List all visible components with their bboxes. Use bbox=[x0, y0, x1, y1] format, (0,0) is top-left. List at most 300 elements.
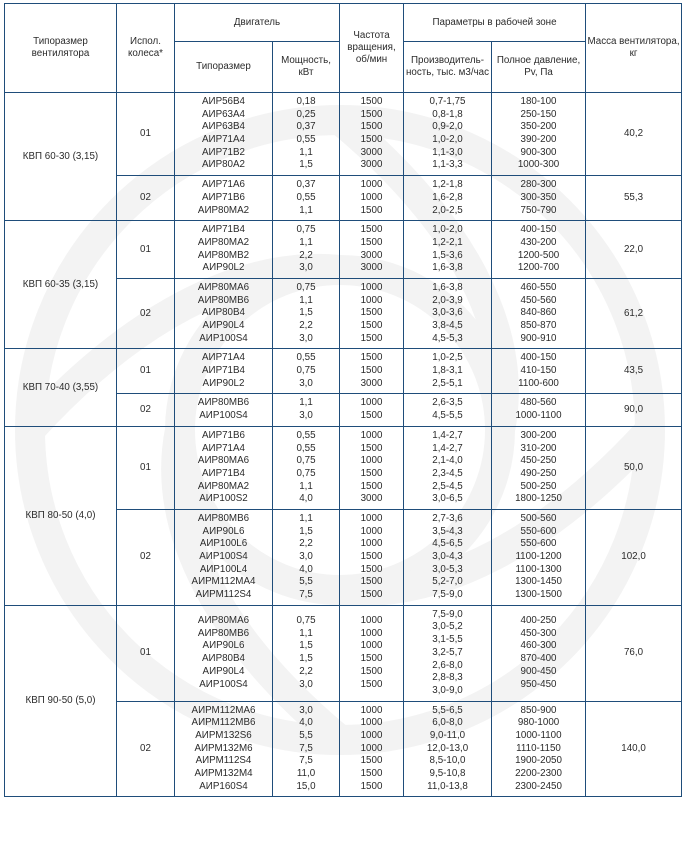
value-line: 4,5-6,5 bbox=[432, 538, 463, 550]
value-line: 500-250 bbox=[520, 480, 557, 492]
mass-cell: 102,0 bbox=[586, 509, 682, 605]
value-line: 1,1-3,0 bbox=[432, 146, 463, 158]
value-line: 460-550 bbox=[520, 281, 557, 293]
pressure-cell bbox=[492, 278, 586, 348]
value-line: 1500 bbox=[360, 442, 383, 454]
value-line: 950-450 bbox=[520, 678, 557, 690]
value-line: 0,25 bbox=[296, 108, 316, 120]
value-line: 1,6-3,8 bbox=[432, 262, 463, 274]
value-line: 1,1 bbox=[299, 146, 313, 158]
value-line: АИР80МВ6 bbox=[197, 627, 250, 639]
value-line: 1,5 bbox=[299, 307, 313, 319]
value-line: АИР90L6 bbox=[202, 525, 245, 537]
pressure-cell bbox=[492, 394, 586, 426]
value-line: 4,0 bbox=[299, 717, 313, 729]
pressure-cell bbox=[492, 509, 586, 605]
value-line: 1500 bbox=[360, 365, 383, 377]
value-line: АИРМ132М4 bbox=[194, 768, 253, 779]
value-line: 0,75 bbox=[296, 365, 316, 377]
value-line: 900-910 bbox=[520, 332, 557, 344]
value-line: АИР71А4 bbox=[202, 134, 245, 146]
value-line: АИР63В4 bbox=[202, 121, 245, 133]
pressure-cell bbox=[492, 221, 586, 279]
value-line: 9,0-11,0 bbox=[429, 729, 466, 741]
value-line: 310-200 bbox=[520, 442, 557, 454]
rpm-cell bbox=[340, 93, 404, 176]
value-line: 1,6-2,8 bbox=[432, 191, 463, 203]
value-line: АИР100S2 bbox=[199, 493, 248, 505]
value-line: 0,55 bbox=[296, 442, 316, 454]
value-line: 1500 bbox=[360, 108, 383, 120]
value-line: 1,4-2,7 bbox=[432, 429, 463, 441]
value-line: 550-600 bbox=[520, 538, 557, 550]
wheel-cell: 01 bbox=[117, 93, 175, 176]
value-line: АИР56В4 bbox=[202, 96, 245, 107]
value-line: АИР100S4 bbox=[199, 410, 248, 422]
value-line: 450-560 bbox=[520, 294, 557, 306]
value-line: АИР63А4 bbox=[202, 108, 245, 120]
value-line: 550-600 bbox=[520, 525, 557, 537]
value-line: 1500 bbox=[360, 576, 383, 588]
value-line: 1,1 bbox=[299, 480, 313, 492]
value-line: 1,5 bbox=[299, 159, 313, 171]
value-line: 1,1 bbox=[299, 204, 313, 216]
value-line: АИР71В2 bbox=[202, 146, 245, 158]
value-line: АИР80МВ6 bbox=[197, 397, 250, 409]
value-line: 750-790 bbox=[520, 204, 557, 216]
value-line: 1000 bbox=[360, 397, 383, 409]
value-line: 180-100 bbox=[520, 96, 557, 107]
header-params: Параметры в рабочей зоне bbox=[404, 4, 586, 42]
value-line: 1,6-3,8 bbox=[432, 281, 463, 293]
value-line: 1500 bbox=[360, 224, 383, 236]
value-line: 1,1 bbox=[299, 512, 313, 524]
value-line: АИР80МА2 bbox=[197, 204, 250, 216]
value-line: 1100-1300 bbox=[515, 563, 562, 575]
capacity-cell bbox=[404, 701, 492, 797]
power-cell bbox=[273, 605, 340, 701]
value-line: 5,5 bbox=[299, 729, 313, 741]
value-line: 1500 bbox=[360, 551, 383, 562]
wheel-cell: 01 bbox=[117, 605, 175, 701]
value-line: АИР90L2 bbox=[202, 262, 245, 274]
header-fan-size: Типоразмер вентилятора bbox=[5, 4, 117, 93]
value-line: АИР100L6 bbox=[199, 538, 248, 550]
capacity-cell bbox=[404, 349, 492, 394]
value-line: 1,1-3,3 bbox=[432, 159, 463, 171]
value-line: 3,0-9,0 bbox=[432, 684, 463, 696]
value-line: 1500 bbox=[360, 480, 383, 492]
power-cell bbox=[273, 509, 340, 605]
value-line: 2,8-8,3 bbox=[432, 672, 463, 684]
value-line: 1500 bbox=[360, 780, 383, 792]
value-line: 1,5 bbox=[299, 653, 313, 665]
mass-cell: 40,2 bbox=[586, 93, 682, 176]
value-line: 850-900 bbox=[520, 704, 557, 716]
value-line: 450-300 bbox=[520, 627, 557, 639]
value-line: АИР90L4 bbox=[202, 665, 245, 677]
table-row bbox=[5, 349, 682, 394]
value-line: 1000 bbox=[360, 717, 383, 729]
value-line: 1500 bbox=[360, 563, 383, 575]
value-line: 850-870 bbox=[520, 320, 557, 331]
value-line: 400-150 bbox=[520, 224, 557, 236]
value-line: 2,2 bbox=[299, 249, 313, 261]
value-line: 300-200 bbox=[520, 429, 557, 441]
mass-cell: 22,0 bbox=[586, 221, 682, 279]
header-power: Мощность, кВт bbox=[273, 42, 340, 93]
value-line: 870-400 bbox=[520, 653, 557, 665]
header-mass: Масса вентилятора, кг bbox=[586, 4, 682, 93]
value-line: 1,4-2,7 bbox=[432, 442, 463, 454]
fan-size-cell: КВП 90-50 (5,0) bbox=[5, 605, 117, 797]
value-line: 4,0 bbox=[299, 563, 313, 575]
pressure-cell bbox=[492, 176, 586, 221]
header-motor-type: Типоразмер bbox=[175, 42, 273, 93]
value-line: АИРМ112S4 bbox=[195, 589, 252, 601]
power-cell bbox=[273, 278, 340, 348]
capacity-cell bbox=[404, 176, 492, 221]
value-line: 1000 bbox=[360, 429, 383, 441]
fan-size-cell: КВП 80-50 (4,0) bbox=[5, 426, 117, 605]
value-line: 1500 bbox=[360, 665, 383, 677]
value-line: 1900-2050 bbox=[515, 755, 562, 767]
value-line: 390-200 bbox=[520, 134, 557, 146]
value-line: 7,5-9,0 bbox=[432, 589, 463, 601]
value-line: 1000 bbox=[360, 640, 383, 652]
value-line: 3,0 bbox=[299, 332, 313, 344]
value-line: 1,2-1,8 bbox=[432, 179, 463, 191]
value-line: 1500 bbox=[360, 332, 383, 344]
rpm-cell bbox=[340, 701, 404, 797]
value-line: 1,1 bbox=[299, 294, 313, 306]
fan-size-cell: КВП 70-40 (3,55) bbox=[5, 349, 117, 426]
wheel-cell: 01 bbox=[117, 426, 175, 509]
value-line: АИР80МА6 bbox=[197, 281, 250, 293]
value-line: 1200-700 bbox=[517, 262, 560, 274]
value-line: 7,5 bbox=[299, 755, 313, 767]
value-line: 1000 bbox=[360, 742, 383, 754]
value-line: АИР80МВ6 bbox=[197, 512, 250, 524]
pressure-cell bbox=[492, 701, 586, 797]
rpm-cell bbox=[340, 605, 404, 701]
value-line: АИР80А2 bbox=[202, 159, 245, 171]
value-line: 0,75 bbox=[296, 467, 316, 479]
value-line: АИРМ132М6 bbox=[194, 742, 253, 754]
value-line: 1500 bbox=[360, 768, 383, 779]
wheel-cell: 01 bbox=[117, 221, 175, 279]
value-line: 1000-300 bbox=[517, 159, 560, 171]
mass-cell: 76,0 bbox=[586, 605, 682, 701]
value-line: 0,75 bbox=[296, 615, 316, 627]
value-line: АИР71В4 bbox=[202, 365, 245, 377]
value-line: 2,0-3,9 bbox=[432, 294, 463, 306]
table-row bbox=[5, 426, 682, 509]
value-line: АИР80МВ2 bbox=[197, 249, 250, 261]
table-row bbox=[5, 605, 682, 701]
value-line: 3,5-4,3 bbox=[432, 525, 463, 537]
pressure-cell bbox=[492, 605, 586, 701]
value-line: АИР71В6 bbox=[202, 191, 245, 203]
value-line: 3,0-5,3 bbox=[432, 563, 463, 575]
value-line: 1000 bbox=[360, 729, 383, 741]
value-line: 1500 bbox=[360, 589, 383, 601]
mass-cell: 140,0 bbox=[586, 701, 682, 797]
power-cell bbox=[273, 176, 340, 221]
value-line: 400-150 bbox=[520, 352, 557, 364]
value-line: АИР80В4 bbox=[202, 653, 245, 665]
value-line: 1100-600 bbox=[518, 377, 559, 389]
value-line: 7,5 bbox=[299, 742, 313, 754]
value-line: 1000 bbox=[360, 538, 383, 550]
value-line: 1,2-2,1 bbox=[432, 236, 463, 248]
value-line: 0,55 bbox=[296, 191, 316, 203]
value-line: 1110-1150 bbox=[516, 742, 561, 754]
value-line: 1000 bbox=[360, 455, 383, 467]
value-line: 3,2-5,7 bbox=[432, 646, 463, 658]
value-line: 1500 bbox=[360, 678, 383, 690]
value-line: 1500 bbox=[360, 307, 383, 319]
mass-cell: 90,0 bbox=[586, 394, 682, 426]
value-line: 3,0 bbox=[299, 410, 313, 422]
wheel-cell: 02 bbox=[117, 176, 175, 221]
value-line: 3,0 bbox=[299, 704, 313, 716]
wheel-cell: 02 bbox=[117, 278, 175, 348]
value-line: 1000 bbox=[360, 615, 383, 627]
rpm-cell bbox=[340, 349, 404, 394]
value-line: 1100-1200 bbox=[515, 551, 562, 562]
motor-type-cell bbox=[175, 93, 273, 176]
value-line: 1,1 bbox=[299, 236, 313, 248]
value-line: АИРМ112МВ6 bbox=[191, 717, 256, 729]
mass-cell: 55,3 bbox=[586, 176, 682, 221]
value-line: 1500 bbox=[360, 755, 383, 767]
header-capacity: Производитель-ность, тыс. м3/час bbox=[404, 42, 492, 93]
value-line: 250-150 bbox=[520, 108, 557, 120]
value-line: 4,0 bbox=[299, 493, 313, 505]
motor-type-cell bbox=[175, 605, 273, 701]
value-line: АИР160S4 bbox=[199, 780, 248, 792]
capacity-cell bbox=[404, 394, 492, 426]
value-line: 5,2-7,0 bbox=[432, 576, 463, 588]
value-line: 460-300 bbox=[520, 640, 557, 652]
value-line: 840-860 bbox=[520, 307, 557, 319]
value-line: 11,0-13,8 bbox=[427, 780, 468, 792]
motor-type-cell bbox=[175, 394, 273, 426]
fan-spec-table bbox=[4, 3, 682, 797]
value-line: АИРМ112МА4 bbox=[191, 576, 256, 588]
value-line: 480-560 bbox=[520, 397, 557, 409]
table-row bbox=[5, 221, 682, 279]
mass-cell: 43,5 bbox=[586, 349, 682, 394]
value-line: 490-250 bbox=[520, 467, 557, 479]
value-line: 410-150 bbox=[520, 365, 557, 377]
value-line: 0,18 bbox=[296, 96, 316, 107]
value-line: 1,8-3,1 bbox=[432, 365, 463, 377]
value-line: АИРМ112МА6 bbox=[191, 704, 256, 716]
power-cell bbox=[273, 701, 340, 797]
value-line: АИР80МА2 bbox=[197, 236, 250, 248]
value-line: 2,0-2,5 bbox=[432, 204, 463, 216]
value-line: 3000 bbox=[360, 146, 383, 158]
value-line: 0,75 bbox=[296, 224, 316, 236]
value-line: 3000 bbox=[360, 493, 383, 505]
value-line: 0,7-1,75 bbox=[429, 96, 466, 107]
value-line: 1000 bbox=[360, 294, 383, 306]
value-line: 1,1 bbox=[299, 397, 313, 409]
value-line: 1,1 bbox=[299, 627, 313, 639]
value-line: 4,5-5,5 bbox=[432, 410, 463, 422]
value-line: 900-300 bbox=[520, 146, 557, 158]
value-line: АИР90L4 bbox=[202, 320, 245, 331]
value-line: 1300-1450 bbox=[515, 576, 562, 588]
value-line: 15,0 bbox=[296, 780, 316, 792]
value-line: 0,37 bbox=[296, 121, 316, 133]
value-line: 2200-2300 bbox=[515, 768, 562, 779]
value-line: АИРМ132S6 bbox=[195, 729, 252, 741]
value-line: 0,37 bbox=[296, 179, 316, 191]
value-line: 7,5-9,0 bbox=[432, 608, 463, 620]
capacity-cell bbox=[404, 509, 492, 605]
header-pressure: Полное давление, Pv, Па bbox=[492, 42, 586, 93]
value-line: 1500 bbox=[360, 352, 383, 364]
value-line: АИР71В4 bbox=[202, 467, 245, 479]
value-line: 980-1000 bbox=[517, 717, 560, 729]
value-line: 1000 bbox=[360, 179, 383, 191]
value-line: 0,55 bbox=[296, 429, 316, 441]
value-line: 2,6-3,5 bbox=[432, 397, 463, 409]
value-line: 1000 bbox=[360, 525, 383, 537]
value-line: АИР80В4 bbox=[202, 307, 245, 319]
value-line: 0,75 bbox=[296, 455, 316, 467]
motor-type-cell bbox=[175, 509, 273, 605]
value-line: 6,0-8,0 bbox=[432, 717, 463, 729]
table-body bbox=[5, 93, 682, 797]
fan-size-cell: КВП 60-30 (3,15) bbox=[5, 93, 117, 221]
value-line: 2,6-8,0 bbox=[432, 659, 463, 671]
value-line: 450-250 bbox=[520, 455, 557, 467]
value-line: 9,5-10,8 bbox=[429, 768, 466, 779]
capacity-cell bbox=[404, 221, 492, 279]
power-cell bbox=[273, 394, 340, 426]
motor-type-cell bbox=[175, 426, 273, 509]
value-line: 1500 bbox=[360, 653, 383, 665]
value-line: 2,2 bbox=[299, 538, 313, 550]
pressure-cell bbox=[492, 93, 586, 176]
value-line: 2,7-3,6 bbox=[432, 512, 463, 524]
value-line: АИР80МА6 bbox=[197, 615, 250, 627]
value-line: 1,5-3,6 bbox=[432, 249, 463, 261]
value-line: 3000 bbox=[360, 262, 383, 274]
value-line: 0,55 bbox=[296, 352, 316, 364]
value-line: 3,0 bbox=[299, 551, 313, 562]
power-cell bbox=[273, 349, 340, 394]
value-line: 3000 bbox=[360, 159, 383, 171]
value-line: 2,2 bbox=[299, 320, 313, 331]
header-rpm: Частота вращения, об/мин bbox=[340, 4, 404, 93]
value-line: 1,0-2,0 bbox=[432, 224, 463, 236]
value-line: 7,5 bbox=[299, 589, 313, 601]
value-line: 3,0-3,6 bbox=[432, 307, 463, 319]
value-line: 3,0 bbox=[299, 377, 313, 389]
value-line: 1000 bbox=[360, 627, 383, 639]
capacity-cell bbox=[404, 93, 492, 176]
header-wheel: Испол. колеса* bbox=[117, 4, 175, 93]
value-line: АИР90L6 bbox=[202, 640, 245, 652]
value-line: 3000 bbox=[360, 377, 383, 389]
value-line: 5,5 bbox=[299, 576, 313, 588]
value-line: 2,2 bbox=[299, 665, 313, 677]
value-line: 2,1-4,0 bbox=[432, 455, 463, 467]
value-line: АИР71В6 bbox=[202, 429, 245, 441]
rpm-cell bbox=[340, 394, 404, 426]
value-line: 1000 bbox=[360, 281, 383, 293]
value-line: 1,5 bbox=[299, 640, 313, 652]
value-line: 400-250 bbox=[520, 615, 557, 627]
value-line: 1500 bbox=[360, 410, 383, 422]
value-line: АИР80МА2 bbox=[197, 480, 250, 492]
value-line: 2,3-4,5 bbox=[432, 467, 463, 479]
value-line: 3,0-5,2 bbox=[432, 621, 463, 633]
value-line: 1000-1100 bbox=[515, 410, 562, 422]
value-line: 500-560 bbox=[520, 512, 557, 524]
value-line: 1,0-2,0 bbox=[432, 134, 463, 146]
value-line: 1500 bbox=[360, 320, 383, 331]
rpm-cell bbox=[340, 426, 404, 509]
capacity-cell bbox=[404, 605, 492, 701]
wheel-cell: 02 bbox=[117, 509, 175, 605]
value-line: 3,0-6,5 bbox=[432, 493, 463, 505]
motor-type-cell bbox=[175, 278, 273, 348]
value-line: 1500 bbox=[360, 204, 383, 216]
value-line: 1500 bbox=[360, 96, 383, 107]
rpm-cell bbox=[340, 221, 404, 279]
power-cell bbox=[273, 93, 340, 176]
value-line: 1,0-2,5 bbox=[432, 352, 463, 364]
value-line: 350-200 bbox=[520, 121, 557, 133]
value-line: 8,5-10,0 bbox=[429, 755, 466, 767]
value-line: 430-200 bbox=[520, 236, 557, 248]
motor-type-cell bbox=[175, 701, 273, 797]
value-line: 1000 bbox=[360, 704, 383, 716]
rpm-cell bbox=[340, 509, 404, 605]
pressure-cell bbox=[492, 426, 586, 509]
value-line: 5,5-6,5 bbox=[432, 704, 463, 716]
wheel-cell: 02 bbox=[117, 701, 175, 797]
value-line: 0,9-2,0 bbox=[432, 121, 463, 133]
value-line: 1,5 bbox=[299, 525, 313, 537]
rpm-cell bbox=[340, 176, 404, 221]
value-line: 1000-1100 bbox=[515, 729, 562, 741]
rpm-cell bbox=[340, 278, 404, 348]
mass-cell: 50,0 bbox=[586, 426, 682, 509]
value-line: 3,0 bbox=[299, 262, 313, 274]
capacity-cell bbox=[404, 426, 492, 509]
value-line: АИР100L4 bbox=[199, 563, 248, 575]
power-cell bbox=[273, 221, 340, 279]
value-line: 2,5-5,1 bbox=[432, 377, 463, 389]
value-line: АИР71А4 bbox=[202, 442, 245, 454]
motor-type-cell bbox=[175, 176, 273, 221]
table-row bbox=[5, 93, 682, 176]
value-line: АИР100S4 bbox=[199, 678, 248, 690]
value-line: 1500 bbox=[360, 134, 383, 146]
mass-cell: 61,2 bbox=[586, 278, 682, 348]
value-line: 0,75 bbox=[296, 281, 316, 293]
value-line: 3,0 bbox=[299, 678, 313, 690]
power-cell bbox=[273, 426, 340, 509]
capacity-cell bbox=[404, 278, 492, 348]
